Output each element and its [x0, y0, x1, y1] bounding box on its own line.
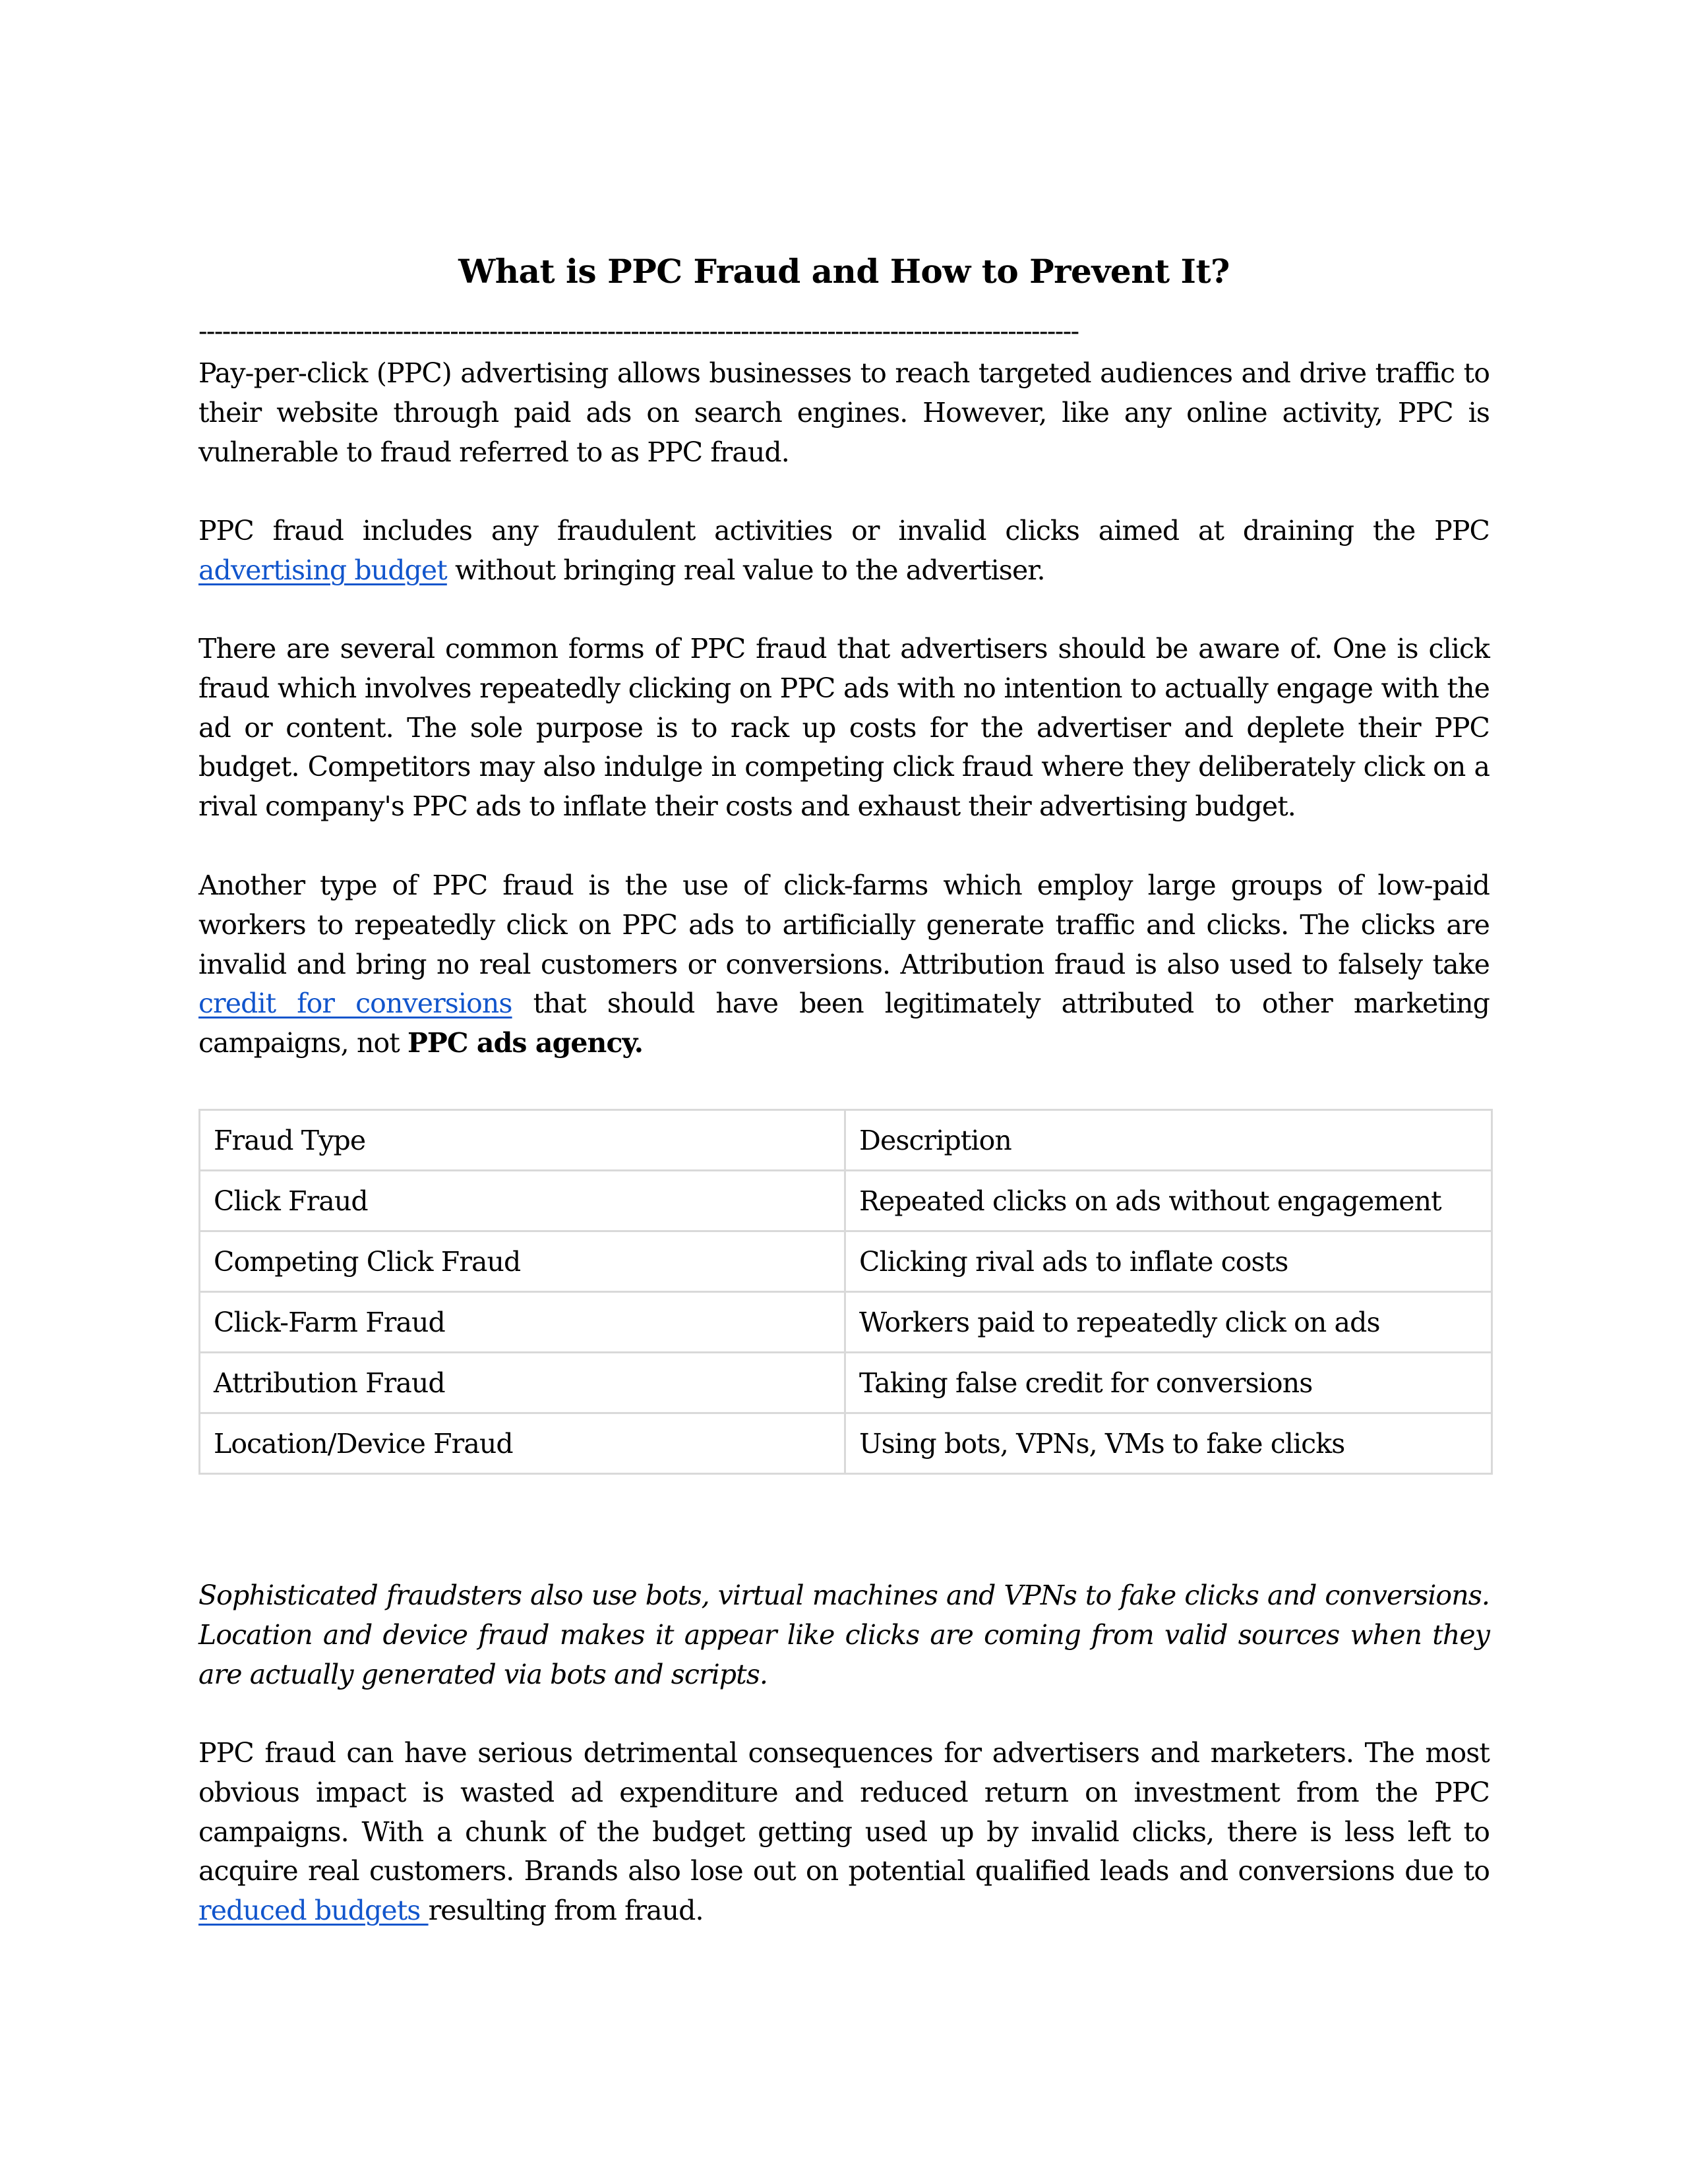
table-row	[200, 1292, 1492, 1353]
paragraph-definition	[198, 512, 1490, 591]
table-row	[200, 1413, 1492, 1474]
paragraph-text: without bringing real value to the advertiser.	[446, 554, 1045, 586]
paragraph-text: Another type of PPC fraud is the use of click-farms which employ large groups of low-paid workers to repeatedly click on PPC ads to artificially generate traffic and clicks. The clicks are invalid and bring no real customers or conversions. Attribution fraud is also used to falsely take	[198, 870, 1490, 980]
paragraph-text: that should have been legitimately attributed to other marketing campaigns, not	[198, 988, 1490, 1059]
paragraph-intro: Pay-per-click (PPC) advertising allows businesses to reach targeted audiences and drive traffic to their website through paid ads on search engines. However, like any online activity, PPC is vulnerable to fraud referred to as PPC fraud.	[198, 357, 1490, 468]
paragraph-text: resulting from fraud.	[428, 1895, 704, 1927]
table-header-cell: Fraud Type	[200, 1110, 845, 1171]
table-cell-description: Workers paid to repeatedly click on ads	[845, 1292, 1492, 1353]
fraud-types-table	[198, 1109, 1493, 1475]
table-cell-fraud-type: Attribution Fraud	[200, 1353, 845, 1413]
table-cell-fraud-type: Location/Device Fraud	[200, 1413, 845, 1474]
paragraph-text: PPC fraud includes any fraudulent activities or invalid clicks aimed at draining the PPC	[198, 515, 1490, 546]
table-cell-fraud-type: Competing Click Fraud	[200, 1231, 845, 1292]
advertising-budget-link[interactable]: advertising budget	[198, 554, 447, 586]
table-cell-fraud-type: Click-Farm Fraud	[200, 1292, 845, 1353]
table-cell-description: Repeated clicks on ads without engagement	[845, 1171, 1492, 1231]
table-header-cell: Description	[845, 1110, 1492, 1171]
paragraph-sophisticated-fraud: Sophisticated fraudsters also use bots, virtual machines and VPNs to fake clicks and conversions. Location and device fraud makes it appear like clicks are coming from valid sources when they are actually generated via bots and scripts.	[198, 1579, 1490, 1690]
table-row	[200, 1353, 1492, 1413]
credit-for-conversions-link[interactable]: credit for conversions	[198, 988, 512, 1020]
dashed-divider: ----------------------------------------------------------------------------------------------------------------	[198, 316, 1079, 347]
table-header-row	[200, 1110, 1492, 1171]
reduced-budgets-link[interactable]: reduced budgets	[198, 1895, 429, 1927]
table-cell-description: Clicking rival ads to inflate costs	[845, 1231, 1492, 1292]
table-cell-description: Taking false credit for conversions	[845, 1353, 1492, 1413]
table-row	[200, 1171, 1492, 1231]
bold-text-ppc-ads-agency: PPC ads agency.	[407, 1027, 644, 1059]
document-title: What is PPC Fraud and How to Prevent It?	[458, 252, 1230, 291]
paragraph-click-fraud: There are several common forms of PPC fraud that advertisers should be aware of. One is click fraud which involves repeatedly clicking on PPC ads with no intention to actually engage with the ad or content. The sole purpose is to rack up costs for the advertiser and deplete their PPC budget. Competitors may also indulge in competing click fraud where they deliberately click on a rival company's PPC ads to inflate their costs and exhaust their advertising budget.	[198, 633, 1490, 823]
table-cell-description: Using bots, VPNs, VMs to fake clicks	[845, 1413, 1492, 1474]
paragraph-consequences	[198, 1734, 1490, 1931]
table-row	[200, 1231, 1492, 1292]
table-cell-fraud-type: Click Fraud	[200, 1171, 845, 1231]
paragraph-text: PPC fraud can have serious detrimental consequences for advertisers and marketers. The most obvious impact is wasted ad expenditure and reduced return on investment from the PPC campaigns. With a chunk of the budget getting used up by invalid clicks, there is less left to acquire real customers. Brands also lose out on potential qualified leads and conversions due to	[198, 1737, 1490, 1887]
paragraph-click-farms	[198, 866, 1490, 1063]
